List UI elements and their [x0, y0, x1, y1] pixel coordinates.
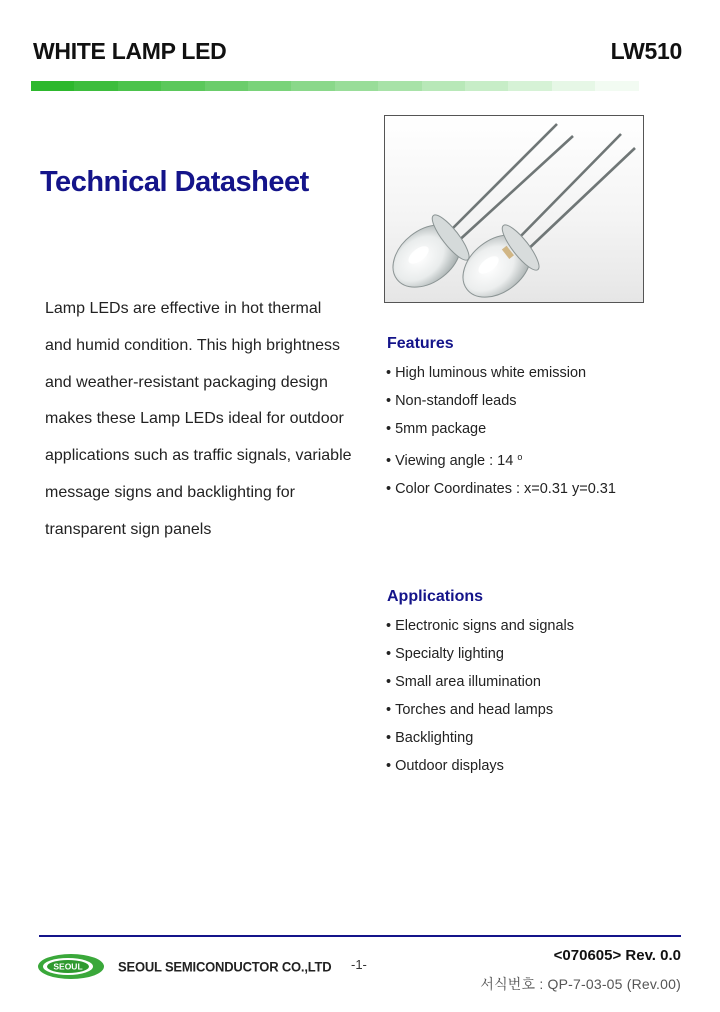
- gradient-segment: [552, 81, 595, 91]
- feature-text: High luminous white emission: [395, 365, 587, 381]
- white-lamp-led-photo-icon: [385, 116, 643, 302]
- application-text: Small area illumination: [395, 674, 541, 690]
- bullet-icon: •: [386, 365, 392, 381]
- document-title: Technical Datasheet: [40, 166, 309, 198]
- bullet-icon: •: [386, 730, 392, 746]
- footer-divider: [39, 935, 681, 937]
- applications-list: [386, 612, 574, 780]
- application-text: Outdoor displays: [395, 758, 504, 774]
- revision-label: <070605> Rev. 0.0: [553, 947, 681, 964]
- feature-text: Non-standoff leads: [395, 393, 517, 409]
- bullet-icon: •: [386, 481, 392, 497]
- bullet-icon: •: [386, 758, 392, 774]
- logo-text: SEOUL: [53, 961, 83, 972]
- gradient-segment: [508, 81, 551, 91]
- gradient-segment: [161, 81, 204, 91]
- feature-text: Viewing angle : 14: [395, 453, 514, 469]
- bullet-icon: •: [386, 674, 392, 690]
- feature-item: [386, 415, 616, 443]
- gradient-segment: [291, 81, 334, 91]
- application-item: [386, 640, 574, 668]
- application-text: Electronic signs and signals: [395, 618, 575, 634]
- gradient-segment: [74, 81, 117, 91]
- gradient-segment: [31, 81, 74, 91]
- gradient-segment: [248, 81, 291, 91]
- model-number: LW510: [610, 38, 682, 64]
- bullet-icon: •: [386, 646, 392, 662]
- application-item: [386, 696, 574, 724]
- bullet-icon: •: [386, 421, 392, 437]
- description-line: Lamp LEDs are effective in hot thermal: [45, 300, 322, 317]
- description-line: applications such as traffic signals, variable: [45, 447, 352, 465]
- bullet-icon: •: [386, 702, 392, 718]
- bullet-icon: •: [386, 618, 392, 634]
- feature-item: [386, 387, 616, 415]
- page-number: -1-: [351, 957, 367, 972]
- gradient-segment: [595, 81, 638, 91]
- gradient-segment: [422, 81, 465, 91]
- application-text: Backlighting: [395, 730, 474, 746]
- bullet-icon: •: [386, 453, 392, 469]
- description-line: and weather-resistant packaging design: [45, 373, 328, 391]
- description-line: transparent sign panels: [45, 520, 212, 538]
- product-photo: [384, 115, 644, 303]
- feature-text: 5mm package: [395, 421, 487, 437]
- applications-heading: Applications: [387, 588, 484, 605]
- description-line: message signs and backlighting for: [45, 483, 295, 501]
- description-line: makes these Lamp LEDs ideal for outdoor: [45, 410, 344, 428]
- feature-item: [386, 443, 616, 475]
- features-list: [386, 359, 616, 503]
- gradient-segment: [465, 81, 508, 91]
- description-line: and humid condition. This high brightness: [45, 336, 340, 354]
- gradient-segment: [335, 81, 378, 91]
- feature-item: [386, 475, 616, 503]
- gradient-segment: [378, 81, 421, 91]
- application-item: [386, 752, 574, 780]
- application-item: [386, 612, 574, 640]
- degree-symbol: o: [517, 452, 523, 462]
- gradient-segment: [205, 81, 248, 91]
- features-heading: Features: [387, 335, 454, 352]
- application-item: [386, 724, 574, 752]
- product-name: WHITE LAMP LED: [33, 38, 227, 64]
- company-name: SEOUL SEMICONDUCTOR CO.,LTD: [118, 958, 332, 975]
- bullet-icon: •: [386, 393, 392, 409]
- form-number: 서식번호 : QP-7-03-05 (Rev.00): [480, 976, 681, 992]
- application-item: [386, 668, 574, 696]
- header-gradient-bar: [31, 81, 682, 91]
- description-paragraph: [45, 291, 365, 549]
- application-text: Specialty lighting: [395, 646, 504, 662]
- feature-text: Color Coordinates : x=0.31 y=0.31: [395, 481, 616, 497]
- gradient-segment: [118, 81, 161, 91]
- application-text: Torches and head lamps: [395, 702, 554, 718]
- seoul-logo-icon: [37, 953, 105, 980]
- gradient-segment: [639, 81, 682, 91]
- feature-item: [386, 359, 616, 387]
